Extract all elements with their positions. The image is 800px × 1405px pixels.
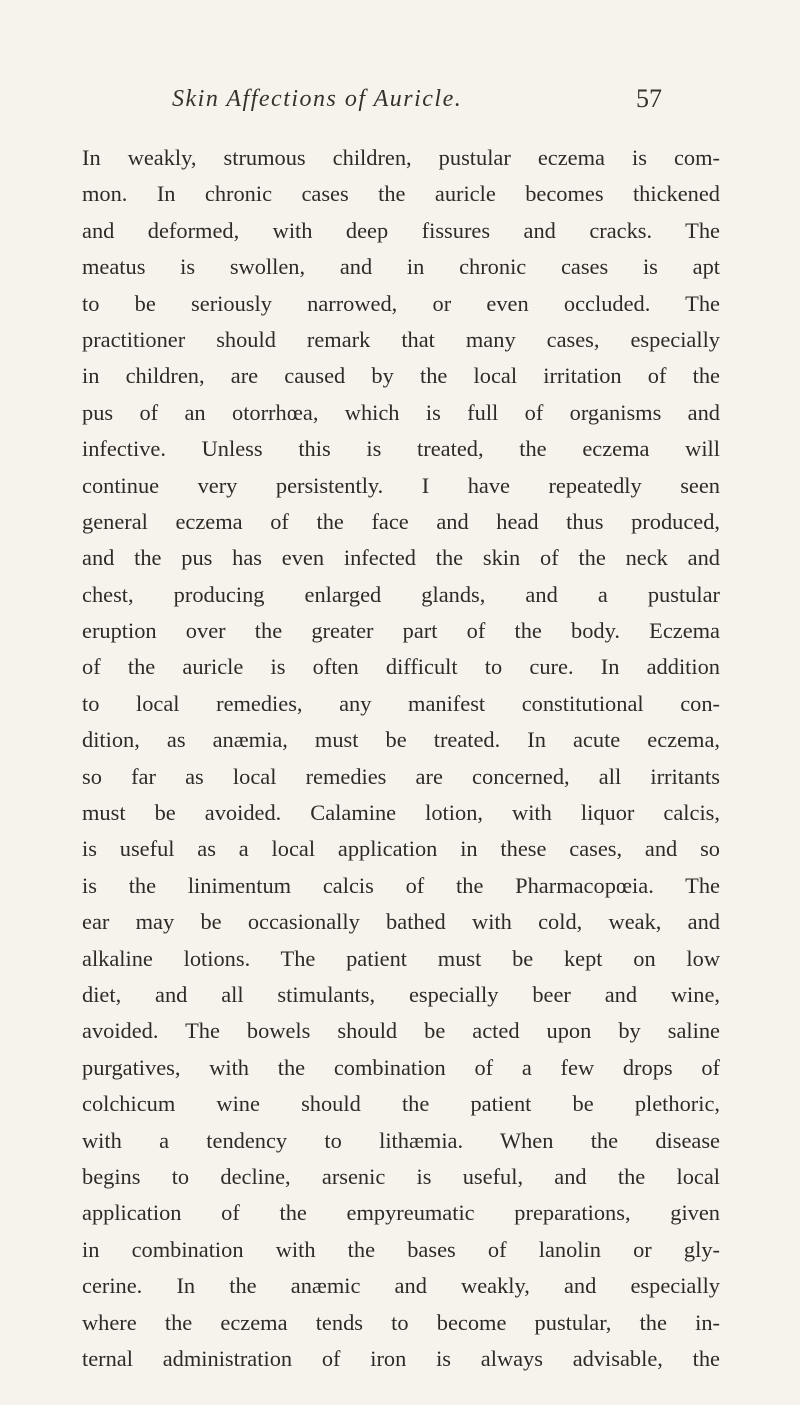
text-line: cerine. In the anæmic and weakly, and especially xyxy=(82,1273,720,1299)
text-line: purgatives, with the combination of a few drops of xyxy=(82,1054,720,1080)
text-line: infective. Unless this is treated, the eczema will xyxy=(82,436,720,462)
running-title: Skin Affections of Auricle. xyxy=(172,86,463,112)
text-line: practitioner should remark that many cases, especially xyxy=(82,326,720,352)
text-line: so far as local remedies are concerned, all irritants xyxy=(82,763,720,789)
text-line: avoided. The bowels should be acted upon by saline xyxy=(82,1018,720,1044)
page-number: 57 xyxy=(636,84,662,113)
text-line: ternal administration of iron is always advisable, the xyxy=(82,1345,720,1371)
text-line: continue very persistently. I have repeatedly seen xyxy=(82,472,720,498)
text-line: must be avoided. Calamine lotion, with liquor calcis, xyxy=(82,800,720,826)
text-line: of the auricle is often difficult to cure. In addition xyxy=(82,654,720,680)
text-line: general eczema of the face and head thus produced, xyxy=(82,508,720,534)
text-line: eruption over the greater part of the body. Eczema xyxy=(82,618,720,644)
text-line: with a tendency to lithæmia. When the disease xyxy=(82,1127,720,1153)
text-line: is useful as a local application in these cases, and so xyxy=(82,836,720,862)
text-line: where the eczema tends to become pustular, the in- xyxy=(82,1309,720,1335)
body-paragraph xyxy=(82,140,720,1380)
text-line: in combination with the bases of lanolin or gly- xyxy=(82,1236,720,1262)
text-line: meatus is swollen, and in chronic cases is apt xyxy=(82,254,720,280)
text-line: application of the empyreumatic preparations, given xyxy=(82,1200,720,1226)
text-line: and deformed, with deep fissures and cracks. The xyxy=(82,217,720,243)
text-line: dition, as anæmia, must be treated. In acute eczema, xyxy=(82,727,720,753)
text-line: ear may be occasionally bathed with cold, weak, and xyxy=(82,909,720,935)
text-line: alkaline lotions. The patient must be kept on low xyxy=(82,945,720,971)
text-line: begins to decline, arsenic is useful, and the local xyxy=(82,1163,720,1189)
text-line: to be seriously narrowed, or even occluded. The xyxy=(82,290,720,316)
text-line: and the pus has even infected the skin of the neck and xyxy=(82,545,720,571)
text-line: diet, and all stimulants, especially beer and wine, xyxy=(82,981,720,1007)
text-line: colchicum wine should the patient be plethoric, xyxy=(82,1091,720,1117)
text-line: In weakly, strumous children, pustular eczema is com- xyxy=(82,145,720,170)
text-line: pus of an otorrhœa, which is full of organisms and xyxy=(82,399,720,425)
text-line: in children, are caused by the local irritation of the xyxy=(82,363,720,389)
text-line: chest, producing enlarged glands, and a pustular xyxy=(82,581,720,607)
text-line: is the linimentum calcis of the Pharmacopœia. The xyxy=(82,872,720,898)
text-line: mon. In chronic cases the auricle becomes thickened xyxy=(82,181,720,207)
text-line: to local remedies, any manifest constitutional con- xyxy=(82,690,720,716)
running-head xyxy=(172,86,662,130)
